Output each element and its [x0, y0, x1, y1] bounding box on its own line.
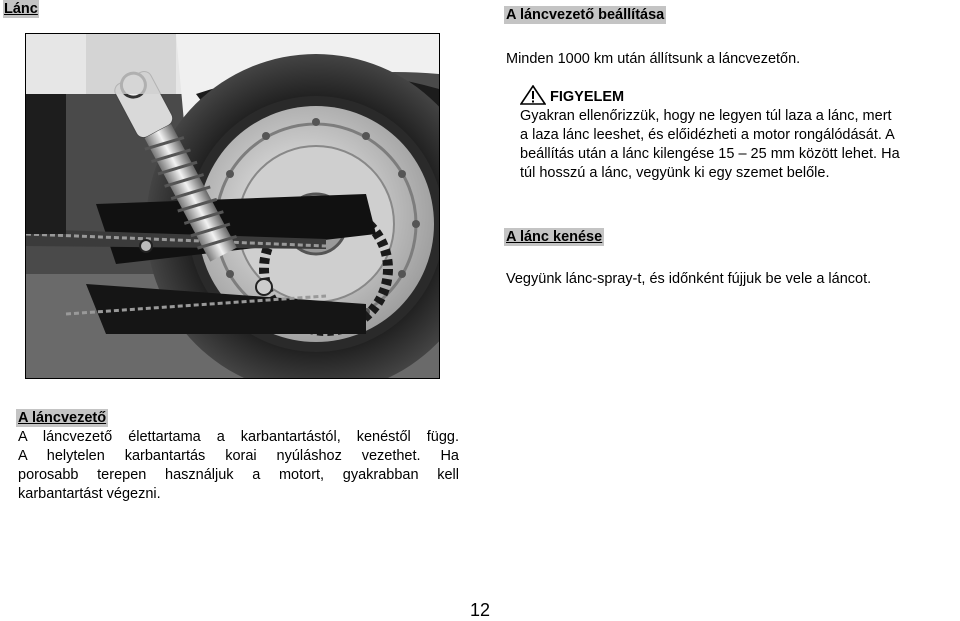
section-title: Lánc [4, 1, 38, 17]
warning-line: túl hosszú a lánc, vegyünk ki egy szemet belőle. [520, 165, 830, 181]
chain-adjust-intro: Minden 1000 km után állítsunk a láncvezetőn. [506, 51, 801, 67]
chain-guide-text [18, 428, 459, 504]
warning-line: beállítás után a lánc kilengése 15 – 25 mm között lehet. Ha [520, 146, 900, 162]
warning-line: Gyakran ellenőrizzük, hogy ne legyen túl laza a lánc, mert [520, 108, 892, 124]
wheel-photo-illustration [26, 34, 439, 378]
chain-adjust-heading: A láncvezető beállítása [506, 7, 665, 23]
chain-guide-line: porosabb terepen használjuk a motort, gyakrabban kell [18, 467, 459, 483]
chain-guide-line: A láncvezető élettartama a karbantartástól, kenéstől függ. [18, 429, 459, 445]
chain-guide-line: karbantartást végezni. [18, 486, 161, 502]
chain-lube-heading: A lánc kenése [506, 229, 603, 245]
warning-block [520, 88, 950, 183]
page-number: 12 [470, 600, 491, 620]
chain-lube-text: Vegyünk lánc-spray-t, és időnként fújjuk be vele a láncot. [506, 271, 872, 287]
chain-guide-line: A helytelen karbantartás korai nyúláshoz vezethet. Ha [18, 448, 459, 464]
chain-guide-heading: A láncvezető [18, 410, 107, 426]
warning-header [520, 88, 950, 107]
warning-line: a laza lánc leeshet, és előidézheti a motor rongálódását. A [520, 127, 895, 143]
warning-label: FIGYELEM [550, 89, 625, 105]
motorcycle-rear-wheel-chain-photo [25, 33, 440, 379]
